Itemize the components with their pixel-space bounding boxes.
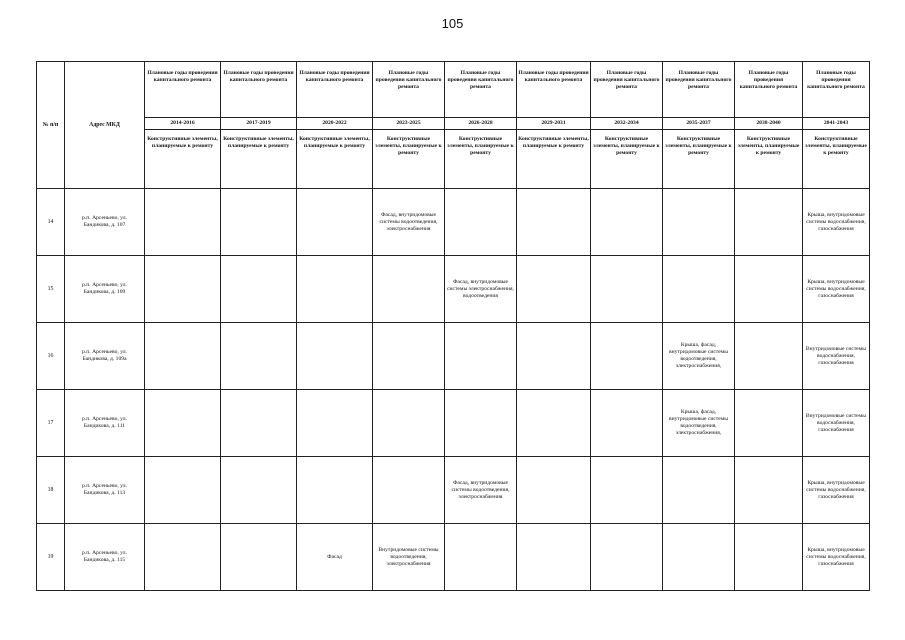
planned-elements-cell xyxy=(221,390,297,457)
column-header-elements: Конструктивные элементы, планируемые к ремонту xyxy=(221,130,297,189)
table-row xyxy=(37,390,870,457)
column-header-number: № п/п xyxy=(37,62,65,189)
column-header-elements: Конструктивные элементы, планируемые к ремонту xyxy=(297,130,373,189)
planned-elements-cell xyxy=(517,256,591,323)
column-header-elements: Конструктивные элементы, планируемые к ремонту xyxy=(445,130,517,189)
column-header-period: Плановые годы проведения капитального ремонта xyxy=(803,62,870,118)
planned-elements-cell xyxy=(517,390,591,457)
planned-elements-cell xyxy=(297,323,373,390)
planned-elements-cell xyxy=(663,189,735,256)
years-2032-2034: 2032-2034 xyxy=(591,118,663,130)
planned-elements-cell xyxy=(735,524,803,591)
column-header-elements: Конструктивные элементы, планируемые к ремонту xyxy=(517,130,591,189)
column-header-period: Плановые годы проведения капитального ремонта xyxy=(145,62,221,118)
years-2017-2019: 2017-2019 xyxy=(221,118,297,130)
planned-elements-cell xyxy=(221,323,297,390)
planned-elements-cell xyxy=(663,256,735,323)
row-number: 15 xyxy=(37,256,65,323)
planned-elements-cell xyxy=(145,390,221,457)
column-header-period: Плановые годы проведения капитального ремонта xyxy=(445,62,517,118)
repair-schedule-table xyxy=(36,61,870,591)
planned-elements-cell xyxy=(517,323,591,390)
column-header-address: Адрес МКД xyxy=(65,62,145,189)
column-header-elements: Конструктивные элементы, планируемые к ремонту xyxy=(591,130,663,189)
planned-elements-cell xyxy=(221,256,297,323)
planned-elements-cell xyxy=(735,256,803,323)
table-row xyxy=(37,457,870,524)
column-header-elements: Конструктивные элементы, планируемые к ремонту xyxy=(735,130,803,189)
planned-elements-cell: Крыша, фасад, внутридомовые системы водоотведения, электроснабжения, xyxy=(663,390,735,457)
planned-elements-cell xyxy=(145,524,221,591)
planned-elements-cell xyxy=(735,457,803,524)
table-row xyxy=(37,323,870,390)
planned-elements-cell: Фасад, внутридомовые системы электроснабжения, водоотведения xyxy=(445,256,517,323)
planned-elements-cell xyxy=(297,457,373,524)
column-header-period: Плановые годы проведения капитального ремонта xyxy=(221,62,297,118)
years-2038-2040: 2038-2040 xyxy=(735,118,803,130)
column-header-elements: Конструктивные элементы, планируемые к ремонту xyxy=(803,130,870,189)
column-header-period: Плановые годы проведения капитального ремонта xyxy=(297,62,373,118)
table-row xyxy=(37,189,870,256)
row-address: р.п. Арсеньево, ул. Бандикова, д. 109 xyxy=(65,256,145,323)
planned-elements-cell xyxy=(591,256,663,323)
planned-elements-cell xyxy=(591,524,663,591)
row-number: 17 xyxy=(37,390,65,457)
planned-elements-cell xyxy=(373,390,445,457)
planned-elements-cell: Фасад, внутридомовые системы водоотведения, электроснабжения xyxy=(373,189,445,256)
planned-elements-cell xyxy=(221,524,297,591)
planned-elements-cell: Внутридомовые системы водоотведения, электроснабжения xyxy=(373,524,445,591)
planned-elements-cell xyxy=(517,457,591,524)
row-address: р.п. Арсеньево, ул. Бандикова, д. 107 xyxy=(65,189,145,256)
planned-elements-cell xyxy=(517,524,591,591)
planned-elements-cell xyxy=(591,390,663,457)
table-body xyxy=(37,189,870,591)
column-header-period: Плановые годы проведения капитального ремонта xyxy=(591,62,663,118)
planned-elements-cell xyxy=(591,189,663,256)
planned-elements-cell xyxy=(663,457,735,524)
planned-elements-cell xyxy=(445,524,517,591)
planned-elements-cell xyxy=(373,256,445,323)
years-2026-2028: 2026-2028 xyxy=(445,118,517,130)
planned-elements-cell xyxy=(297,390,373,457)
planned-elements-cell xyxy=(735,390,803,457)
planned-elements-cell: Крыша, фасад, внутридомовые системы водоотведения, электроснабжения, xyxy=(663,323,735,390)
planned-elements-cell xyxy=(145,256,221,323)
planned-elements-cell xyxy=(145,189,221,256)
planned-elements-cell xyxy=(145,457,221,524)
planned-elements-cell xyxy=(373,457,445,524)
planned-elements-cell xyxy=(735,323,803,390)
planned-elements-cell: Внутридомовые системы водоснабжения, газоснабжения xyxy=(803,323,870,390)
column-header-elements: Конструктивные элементы, планируемые к ремонту xyxy=(373,130,445,189)
years-2023-2025: 2023-2025 xyxy=(373,118,445,130)
table-row xyxy=(37,256,870,323)
row-address: р.п. Арсеньево, ул. Бандикова, д. 115 xyxy=(65,524,145,591)
row-address: р.п. Арсеньево, ул. Бандикова, д. 113 xyxy=(65,457,145,524)
planned-elements-cell: Внутридомовые системы водоснабжения, газоснабжения xyxy=(803,390,870,457)
years-2041-2043: 2041-2043 xyxy=(803,118,870,130)
planned-elements-cell: Крыша, внутридомовые системы водоснабжения, газоснабжения xyxy=(803,189,870,256)
planned-elements-cell xyxy=(297,256,373,323)
planned-elements-cell xyxy=(145,323,221,390)
page-number: 105 xyxy=(441,16,464,31)
planned-elements-cell xyxy=(445,189,517,256)
planned-elements-cell xyxy=(591,457,663,524)
years-2029-2031: 2029-2031 xyxy=(517,118,591,130)
row-number: 19 xyxy=(37,524,65,591)
planned-elements-cell: Фасад, внутридомовые системы водоотведения, электроснабжения xyxy=(445,457,517,524)
planned-elements-cell xyxy=(445,323,517,390)
table-row xyxy=(37,524,870,591)
row-number: 14 xyxy=(37,189,65,256)
planned-elements-cell xyxy=(297,189,373,256)
row-address: р.п. Арсеньево, ул. Бандикова, д. 111 xyxy=(65,390,145,457)
planned-elements-cell xyxy=(373,323,445,390)
row-address: р.п. Арсеньево, ул. Бандикова, д. 109а xyxy=(65,323,145,390)
planned-elements-cell xyxy=(221,189,297,256)
planned-elements-cell xyxy=(445,390,517,457)
planned-elements-cell: Крыша, внутридомовые системы водоснабжения, газоснабжения xyxy=(803,256,870,323)
column-header-period: Плановые годы проведения капитального ремонта xyxy=(735,62,803,118)
column-header-elements: Конструктивные элементы, планируемые к ремонту xyxy=(145,130,221,189)
column-header-elements: Конструктивные элементы, планируемые к ремонту xyxy=(663,130,735,189)
column-header-period: Плановые годы проведения капитального ремонта xyxy=(373,62,445,118)
years-2020-2022: 2020-2022 xyxy=(297,118,373,130)
years-2014-2016: 2014-2016 xyxy=(145,118,221,130)
planned-elements-cell xyxy=(221,457,297,524)
planned-elements-cell: Фасад xyxy=(297,524,373,591)
column-header-period: Плановые годы проведения капитального ремонта xyxy=(517,62,591,118)
planned-elements-cell xyxy=(517,189,591,256)
planned-elements-cell: Крыша, внутридомовые системы водоснабжения, газоснабжения xyxy=(803,524,870,591)
column-header-period: Плановые годы проведения капитального ремонта xyxy=(663,62,735,118)
planned-elements-cell: Крыша, внутридомовые системы водоснабжения, газоснабжения xyxy=(803,457,870,524)
row-number: 16 xyxy=(37,323,65,390)
planned-elements-cell xyxy=(735,189,803,256)
planned-elements-cell xyxy=(591,323,663,390)
planned-elements-cell xyxy=(663,524,735,591)
row-number: 18 xyxy=(37,457,65,524)
years-2035-2037: 2035-2037 xyxy=(663,118,735,130)
